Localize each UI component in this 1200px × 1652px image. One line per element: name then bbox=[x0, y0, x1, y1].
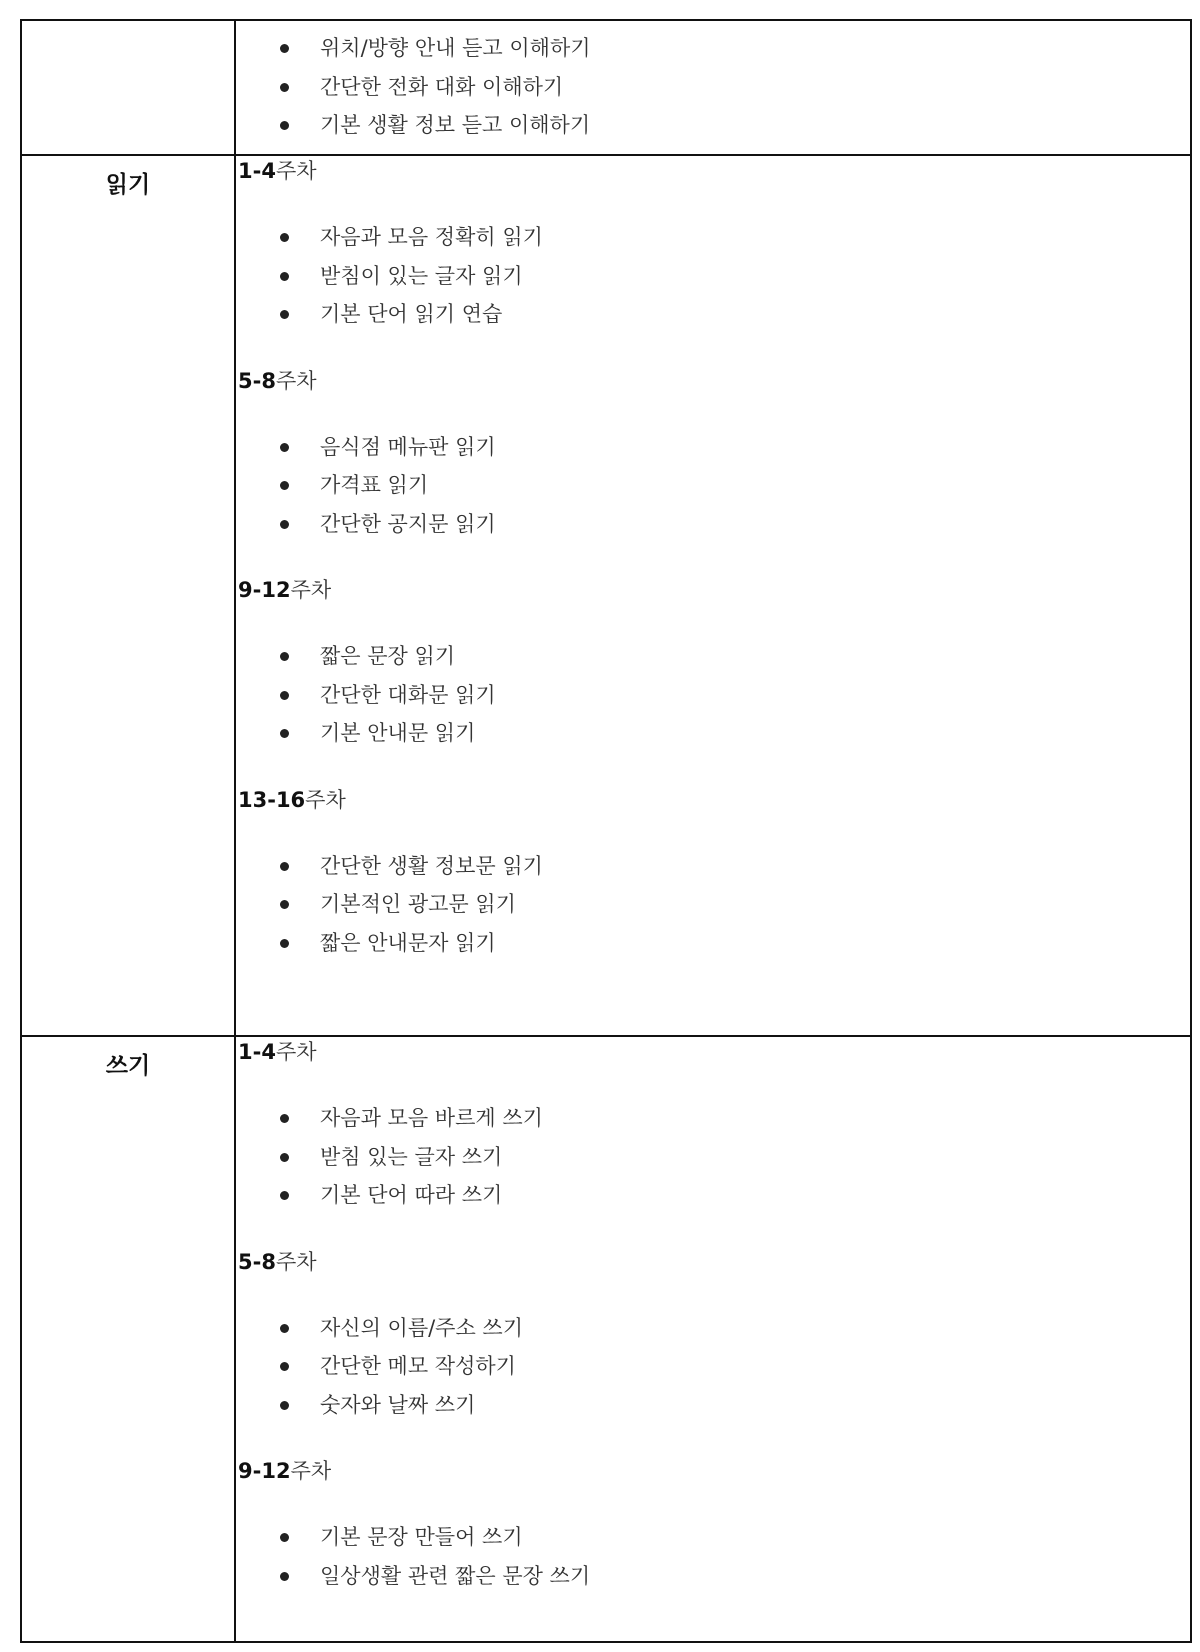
week-heading bbox=[236, 366, 1190, 396]
week-suffix: 주차 bbox=[275, 368, 317, 393]
writing-label-cell bbox=[21, 1036, 235, 1642]
week-heading bbox=[236, 1247, 1190, 1277]
week-group bbox=[236, 156, 1190, 334]
week-heading bbox=[236, 1037, 1190, 1067]
week-heading bbox=[236, 1456, 1190, 1486]
bullet-list bbox=[236, 218, 1190, 334]
list-item: 받침이 있는 글자 읽기 bbox=[236, 257, 1190, 296]
list-item: 자음과 모음 정확히 읽기 bbox=[236, 218, 1190, 257]
list-item: 기본 단어 따라 쓰기 bbox=[236, 1176, 1190, 1215]
bullet-list bbox=[236, 637, 1190, 753]
list-item: 기본 문장 만들어 쓰기 bbox=[236, 1518, 1190, 1557]
table-row bbox=[21, 20, 1191, 155]
week-group bbox=[236, 366, 1190, 544]
week-heading bbox=[236, 575, 1190, 605]
table-row bbox=[21, 155, 1191, 1036]
week-range: 1-4 bbox=[238, 1040, 276, 1064]
list-item: 기본 생활 정보 듣고 이해하기 bbox=[236, 106, 1190, 145]
list-item: 간단한 대화문 읽기 bbox=[236, 676, 1190, 715]
list-item: 짧은 문장 읽기 bbox=[236, 637, 1190, 676]
bullet-list bbox=[236, 847, 1190, 963]
bullet-list bbox=[236, 1518, 1190, 1595]
list-item: 간단한 메모 작성하기 bbox=[236, 1347, 1190, 1386]
week-group bbox=[236, 1456, 1190, 1595]
empty-label-cell bbox=[21, 20, 235, 155]
week-range: 1-4 bbox=[238, 159, 276, 183]
week-suffix: 주차 bbox=[290, 578, 332, 602]
list-item: 기본적인 광고문 읽기 bbox=[236, 885, 1190, 924]
week-suffix: 주차 bbox=[305, 787, 346, 812]
list-item: 음식점 메뉴판 읽기 bbox=[236, 428, 1190, 467]
section-label: 읽기 bbox=[105, 172, 151, 198]
week-range: 5-8 bbox=[238, 1249, 276, 1274]
week-group bbox=[236, 575, 1190, 753]
list-item: 간단한 공지문 읽기 bbox=[236, 505, 1190, 544]
bullet-list bbox=[236, 21, 1190, 153]
list-item: 가격표 읽기 bbox=[236, 466, 1190, 505]
week-group bbox=[236, 1037, 1190, 1215]
week-suffix: 주차 bbox=[275, 1249, 317, 1274]
reading-label-cell bbox=[21, 155, 235, 1036]
week-suffix: 주차 bbox=[275, 159, 317, 183]
section-label: 쓰기 bbox=[105, 1053, 151, 1079]
bullet-list bbox=[236, 1309, 1190, 1425]
list-item: 짧은 안내문자 읽기 bbox=[236, 924, 1190, 963]
list-item: 받침 있는 글자 쓰기 bbox=[236, 1138, 1190, 1177]
list-item: 간단한 생활 정보문 읽기 bbox=[236, 847, 1190, 886]
list-item: 일상생활 관련 짧은 문장 쓰기 bbox=[236, 1557, 1190, 1596]
week-range: 5-8 bbox=[238, 368, 276, 393]
table-row bbox=[21, 1036, 1191, 1642]
bullet-list bbox=[236, 1099, 1190, 1215]
week-suffix: 주차 bbox=[275, 1040, 317, 1064]
week-range: 13-16 bbox=[238, 787, 306, 812]
reading-content-cell bbox=[235, 155, 1191, 1036]
week-heading bbox=[236, 785, 1190, 815]
week-suffix: 주차 bbox=[290, 1459, 332, 1483]
curriculum-table bbox=[20, 19, 1192, 1643]
week-group bbox=[236, 1247, 1190, 1425]
week-heading bbox=[236, 156, 1190, 186]
week-group bbox=[236, 785, 1190, 963]
list-item: 간단한 전화 대화 이해하기 bbox=[236, 68, 1190, 107]
list-item: 숫자와 날짜 쓰기 bbox=[236, 1386, 1190, 1425]
list-item: 위치/방향 안내 듣고 이해하기 bbox=[236, 29, 1190, 68]
week-range: 9-12 bbox=[238, 1459, 291, 1483]
bullet-list bbox=[236, 428, 1190, 544]
list-item: 자음과 모음 바르게 쓰기 bbox=[236, 1099, 1190, 1138]
list-item: 기본 단어 읽기 연습 bbox=[236, 295, 1190, 334]
list-item: 자신의 이름/주소 쓰기 bbox=[236, 1309, 1190, 1348]
writing-content-cell bbox=[235, 1036, 1191, 1642]
list-item: 기본 안내문 읽기 bbox=[236, 714, 1190, 753]
listening-content-cell bbox=[235, 20, 1191, 155]
week-range: 9-12 bbox=[238, 578, 291, 602]
